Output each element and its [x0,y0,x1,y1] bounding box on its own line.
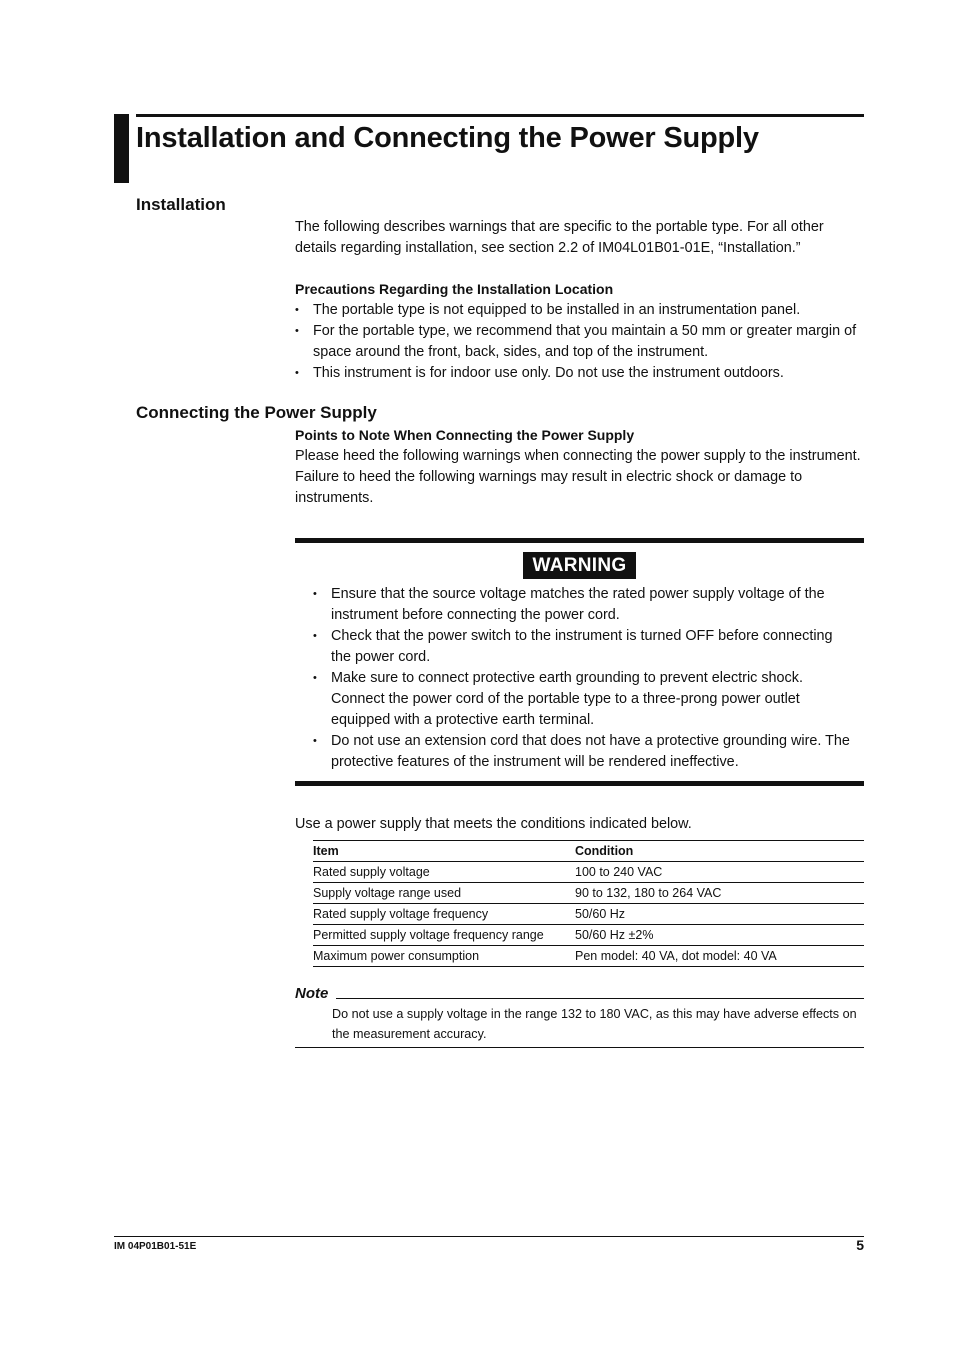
title-accent-bar [114,114,129,183]
table-cell: Rated supply voltage frequency [313,904,575,925]
precautions-list [295,300,863,384]
list-item-text: Make sure to connect protective earth grounding to prevent electric shock. Connect the power cord of the portable type to a three-prong power outlet equipped with a protective earth terminal. [331,670,803,728]
table-row [313,883,864,904]
warning-badge: WARNING [523,552,636,579]
points-heading: Points to Note When Connecting the Power Supply [295,427,635,443]
note-text: Do not use a supply voltage in the range 132 to 180 VAC, as this may have adverse effects on the measurement accuracy. [332,1007,857,1041]
table-cell: Supply voltage range used [313,883,575,904]
installation-heading: Installation [136,195,226,214]
table-cell: 50/60 Hz [575,904,864,925]
table-cell: Rated supply voltage [313,862,575,883]
list-item [313,626,853,668]
list-item [313,731,853,773]
bullet-glyph: • [295,325,299,337]
table-row [313,904,864,925]
footer-doc-id: IM 04P01B01-51E [114,1241,197,1252]
warning-top-rule [295,538,864,543]
installation-intro-line-1: The following describes warnings that are specific to the portable type. For all other [295,219,824,235]
precautions-heading: Precautions Regarding the Installation Location [295,281,614,297]
bullet-glyph: • [295,367,299,379]
list-item [295,363,863,384]
list-item [295,321,863,363]
note-bottom-rule [295,1047,864,1048]
use-text: Use a power supply that meets the conditions indicated below. [295,816,692,832]
list-item [313,584,853,626]
list-item-text: The portable type is not equipped to be installed in an instrumentation panel. [313,302,801,318]
table-cell: Maximum power consumption [313,946,575,967]
table-cell: 90 to 132, 180 to 264 VAC [575,883,864,904]
note-rule [336,998,864,999]
bullet-glyph: • [313,588,317,600]
list-item-text: Do not use an extension cord that does not have a protective grounding wire. The protective features of the instrument will be rendered ineffective. [331,733,850,770]
bullet-glyph: • [295,304,299,316]
list-item [295,300,863,321]
table-header-condition: Condition [575,841,864,862]
title-rule [136,114,864,117]
bullet-glyph: • [313,672,317,684]
power-heading: Connecting the Power Supply [136,403,377,422]
power-intro: Please heed the following warnings when connecting the power supply to the instrument. Failure to heed the following warnings may result in electric shock or damage to instruments. [295,448,861,506]
warning-list [313,584,853,773]
table-row [313,862,864,883]
table-cell: Permitted supply voltage frequency range [313,925,575,946]
note-label: Note [295,985,329,1002]
table-cell: 50/60 Hz ±2% [575,925,864,946]
list-item-text: Check that the power switch to the instrument is turned OFF before connecting the power cord. [331,628,833,665]
bullet-glyph: • [313,630,317,642]
power-spec-table [313,840,864,967]
bullet-glyph: • [313,735,317,747]
list-item-text: Ensure that the source voltage matches the rated power supply voltage of the instrument before connecting the power cord. [331,586,825,623]
table-cell: Pen model: 40 VA, dot model: 40 VA [575,946,864,967]
page-number: 5 [856,1237,864,1253]
table-header-row [313,841,864,862]
installation-intro-line-2: details regarding installation, see section 2.2 of IM04L01B01-01E, “Installation.” [295,240,801,256]
warning-bottom-rule [295,781,864,786]
table-row [313,946,864,967]
footer-rule [114,1236,864,1237]
list-item [313,668,853,731]
list-item-text: This instrument is for indoor use only. Do not use the instrument outdoors. [313,365,784,381]
installation-intro [295,217,865,259]
table-header-item: Item [313,841,575,862]
list-item-text: For the portable type, we recommend that you maintain a 50 mm or greater margin of space around the front, back, sides, and top of the instrument. [313,323,857,360]
page-title: Installation and Connecting the Power Supply [136,122,759,154]
table-cell: 100 to 240 VAC [575,862,864,883]
table-row [313,925,864,946]
